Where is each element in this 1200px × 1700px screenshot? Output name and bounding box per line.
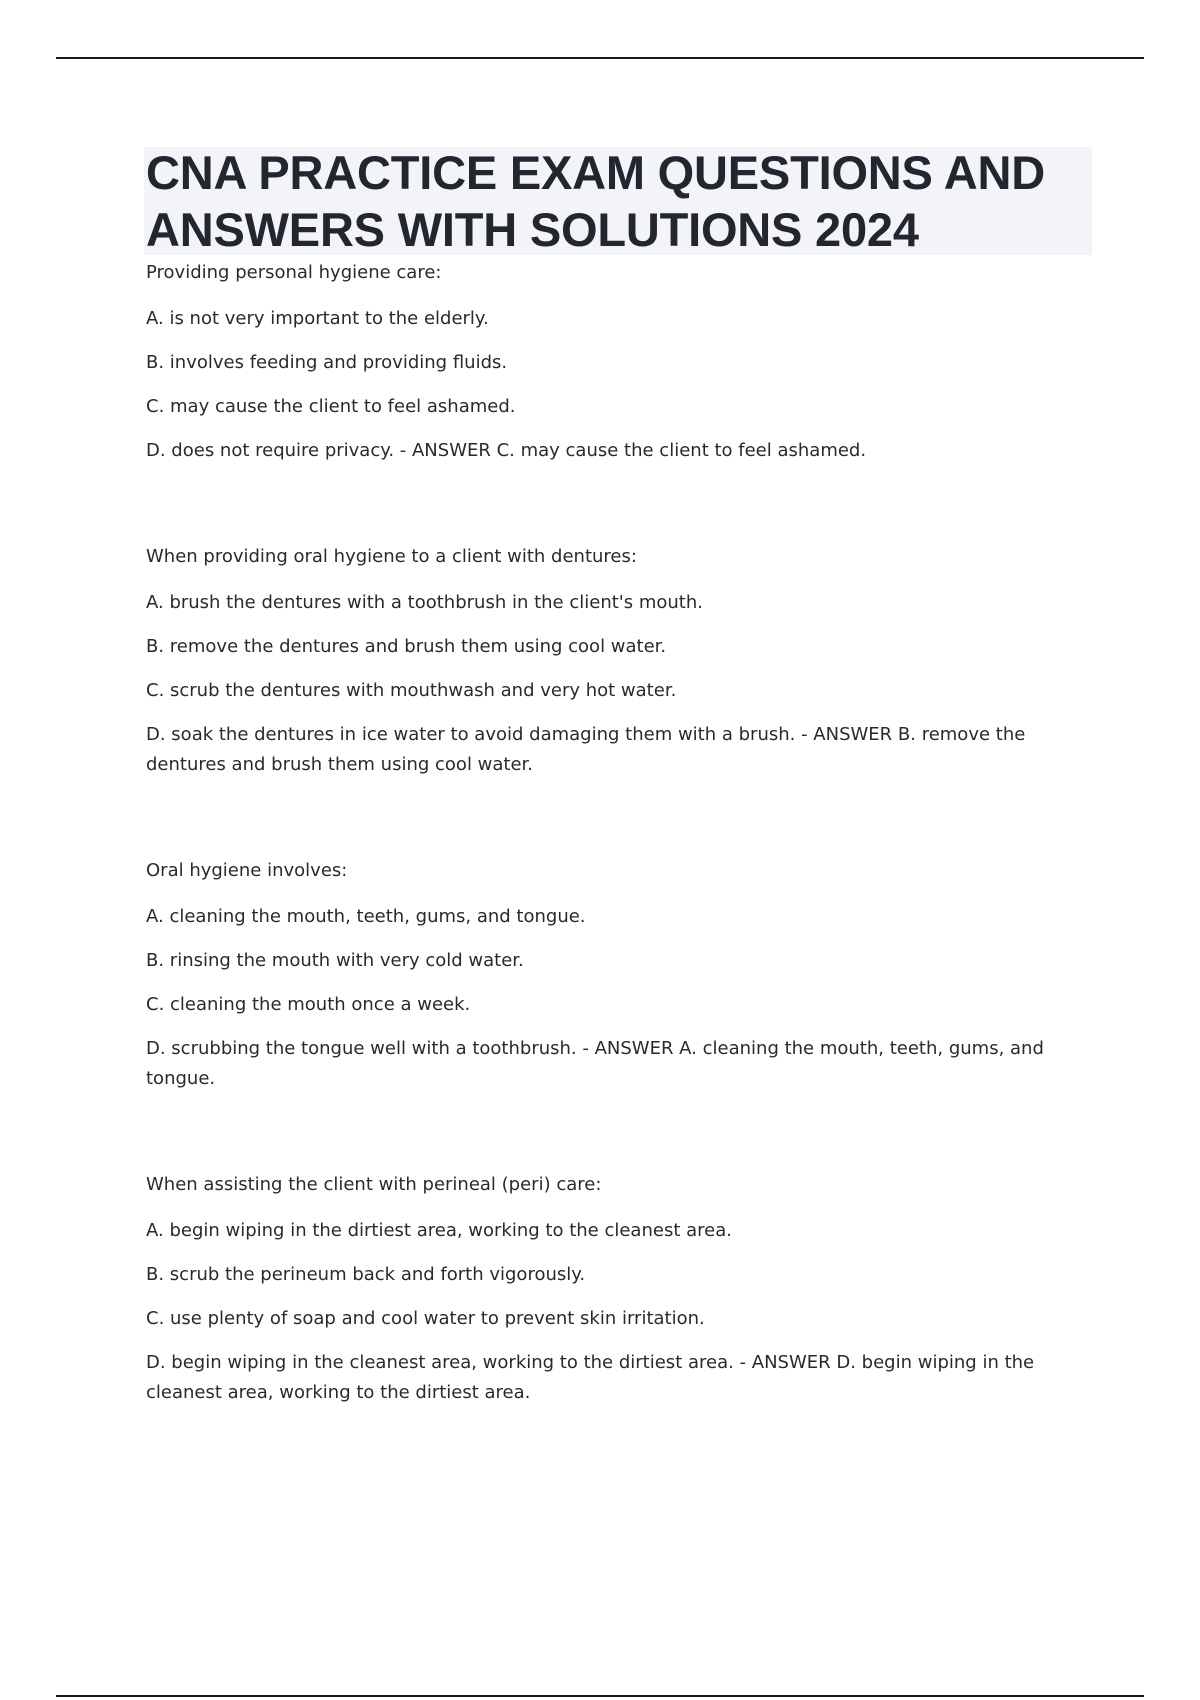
option-c: C. may cause the client to feel ashamed. (146, 396, 516, 417)
option-b: B. remove the dentures and brush them using cool water. (146, 636, 667, 657)
document-title: CNA PRACTICE EXAM QUESTIONS AND ANSWERS WITH SOLUTIONS 2024 (146, 146, 1046, 256)
option-b: B. involves feeding and providing fluids. (146, 352, 508, 373)
option-a: A. begin wiping in the dirtiest area, working to the cleanest area. (146, 1220, 732, 1241)
question-1 (146, 258, 1076, 466)
question-stem: When providing oral hygiene to a client with dentures: (146, 546, 637, 567)
option-d-with-answer: D. does not require privacy. - ANSWER C. may cause the client to feel ashamed. (146, 440, 867, 461)
question-list (146, 258, 1076, 1408)
option-c: C. scrub the dentures with mouthwash and very hot water. (146, 680, 677, 701)
option-c: C. use plenty of soap and cool water to prevent skin irritation. (146, 1308, 705, 1329)
question-stem: Oral hygiene involves: (146, 860, 348, 881)
question-2 (146, 542, 1076, 780)
option-b: B. scrub the perineum back and forth vigorously. (146, 1264, 586, 1285)
question-stem: When assisting the client with perineal (peri) care: (146, 1174, 602, 1195)
bottom-rule (56, 1695, 1144, 1697)
option-c: C. cleaning the mouth once a week. (146, 994, 471, 1015)
option-b: B. rinsing the mouth with very cold water. (146, 950, 524, 971)
question-stem: Providing personal hygiene care: (146, 262, 442, 283)
option-a: A. is not very important to the elderly. (146, 308, 489, 329)
option-a: A. cleaning the mouth, teeth, gums, and tongue. (146, 906, 586, 927)
option-d-with-answer: D. begin wiping in the cleanest area, working to the dirtiest area. - ANSWER D. begin wiping in the cleanest area, working to the dirtiest area. (146, 1352, 1035, 1403)
top-rule (56, 57, 1144, 59)
option-a: A. brush the dentures with a toothbrush in the client's mouth. (146, 592, 703, 613)
option-d-with-answer: D. soak the dentures in ice water to avoid damaging them with a brush. - ANSWER B. remove the dentures and brush them using cool water. (146, 724, 1026, 775)
question-4 (146, 1170, 1076, 1408)
question-3 (146, 856, 1076, 1094)
option-d-with-answer: D. scrubbing the tongue well with a toothbrush. - ANSWER A. cleaning the mouth, teeth, gums, and tongue. (146, 1038, 1044, 1089)
